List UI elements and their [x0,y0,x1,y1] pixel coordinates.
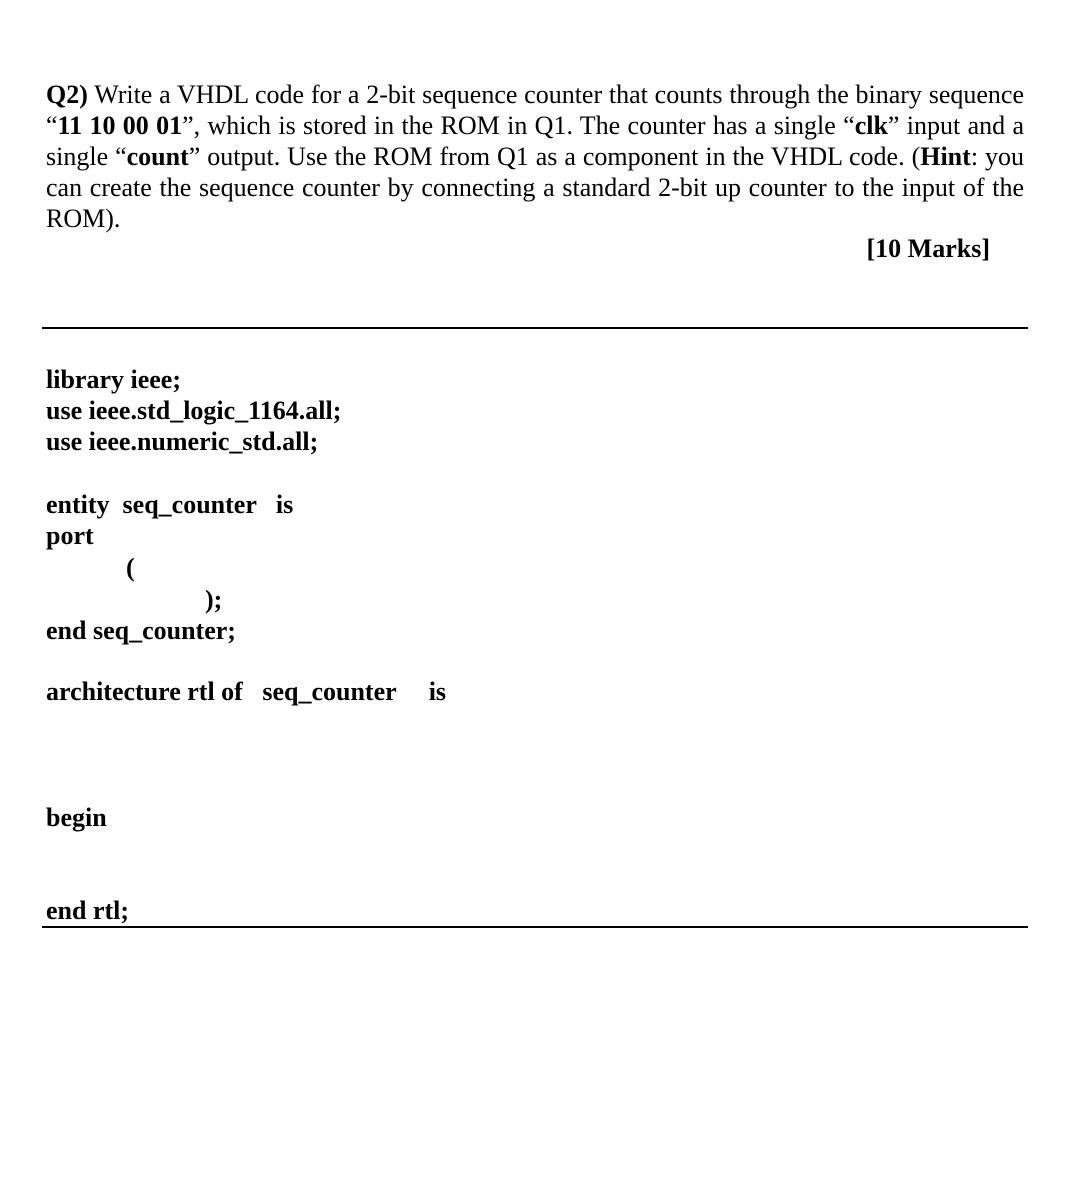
code-line-end-rtl: end rtl; [46,896,130,925]
marks-label: [10 Marks] [866,234,990,263]
code-line-entity: entity seq_counter is [46,490,294,519]
sequence-value: 11 10 00 01 [57,111,183,140]
question-text-part-1: Write a VHDL code for a 2-bit sequence counter that counts through the binary sequence “ [46,80,1024,140]
code-line-use-numeric-std: use ieee.numeric_std.all; [46,427,319,456]
code-line-architecture: architecture rtl of seq_counter is [46,677,447,706]
clk-term: clk [854,111,888,140]
count-term: count [126,142,189,171]
code-line-library: library ieee; [46,365,181,394]
top-divider [42,327,1028,329]
question-label: Q2) [46,80,88,109]
question-text-part-5: : you can create the sequence counter by connecting a standard 2-bit up counter to the input of the ROM). [46,142,1025,233]
hint-label: Hint [920,142,971,171]
bottom-divider [42,926,1028,928]
code-line-end-entity: end seq_counter; [46,616,236,645]
question-text-part-4: ” output. Use the ROM from Q1 as a component in the VHDL code. ( [188,142,921,171]
code-line-close-paren: ); [205,585,223,614]
code-line-port: port [46,521,94,550]
question-text [46,79,1024,234]
question-text-part-3: ” input and a single “ [46,111,1024,171]
code-line-use-std-logic: use ieee.std_logic_1164.all; [46,396,342,425]
question-text-part-2: ”, which is stored in the ROM in Q1. The counter has a single “ [182,111,855,140]
code-line-begin: begin [46,803,107,832]
code-line-open-paren: ( [126,553,135,582]
